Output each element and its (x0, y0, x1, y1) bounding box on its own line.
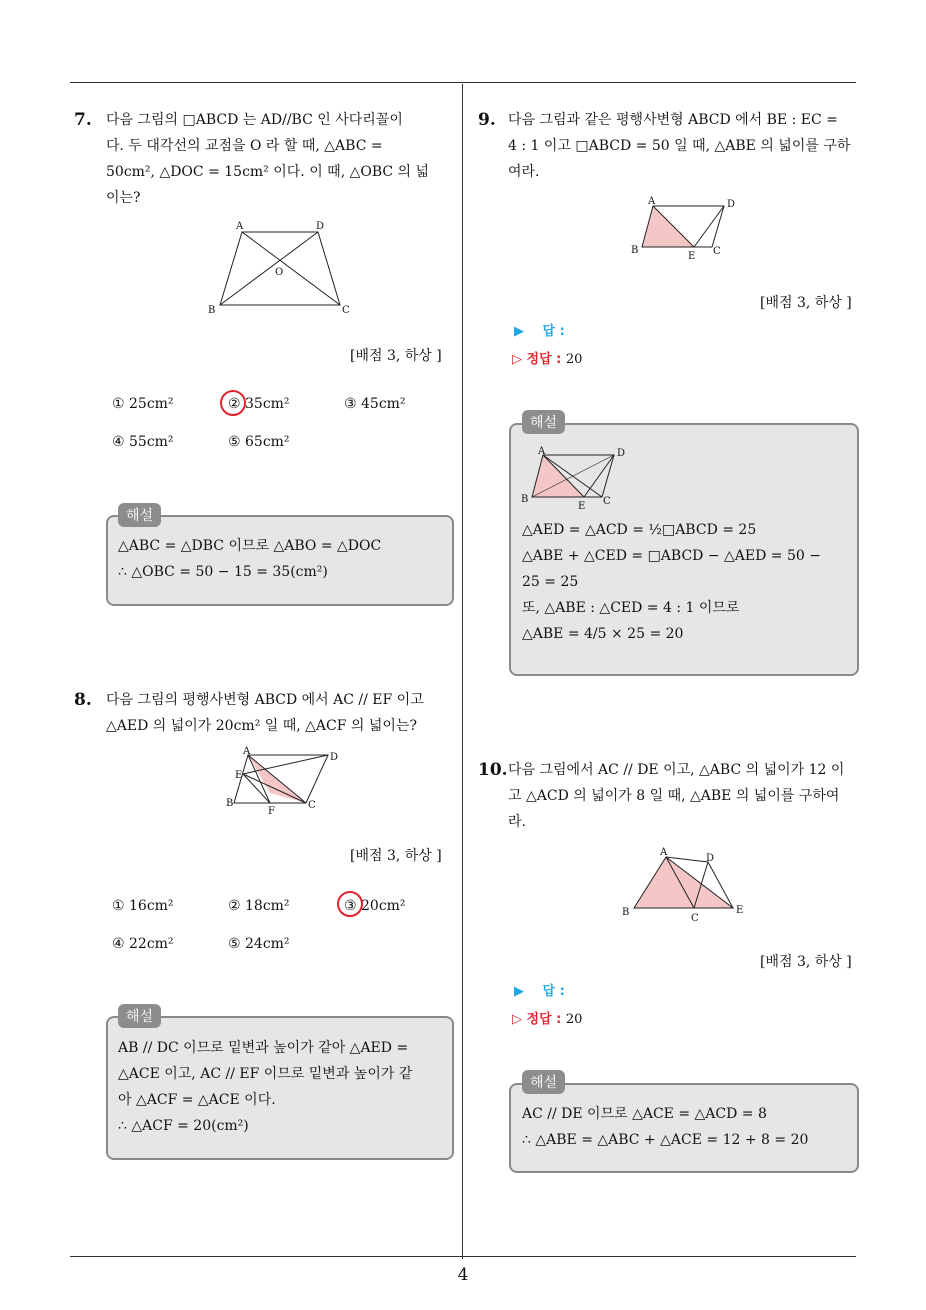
q7-meta: [배점 3, 하상 ] (350, 348, 442, 364)
q8-choice-5[interactable]: ⑤ 24cm² (228, 936, 290, 952)
bottom-rule (70, 1256, 856, 1257)
q10-label-d: D (706, 853, 715, 864)
q10-label-b: B (622, 907, 630, 918)
q8-label-e: E (235, 770, 243, 781)
q9-answer-row (514, 320, 565, 339)
outline-arrow-icon: ▷ (512, 1012, 522, 1027)
q10-answer-row (514, 980, 565, 999)
q7-line-2: 다. 두 대각선의 교점을 O 라 할 때, △ABC = (106, 138, 383, 154)
q10-text (508, 757, 858, 835)
q10-label-a: A (660, 847, 668, 858)
q7-label-b: B (208, 305, 216, 316)
q10-label-e: E (736, 905, 744, 916)
q7-expl-line-1: △ABC = △DBC 이므로 △ABO = △DOC (118, 538, 382, 554)
q8-label-c: C (308, 800, 316, 811)
q7-label-o: O (275, 267, 284, 278)
q7-label-c: C (342, 305, 350, 316)
q10-line-2: 고 △ACD 의 넓이가 8 일 때, △ABE 의 넓이를 구하여 (508, 788, 840, 804)
q8-text (106, 687, 456, 739)
q7-number: 7. (74, 110, 92, 130)
column-divider (462, 84, 463, 1259)
q8-label-b: B (226, 798, 234, 809)
q9-meta: [배점 3, 하상 ] (760, 295, 852, 311)
q9-explanation (522, 517, 844, 647)
q10-correct-row (512, 1008, 582, 1027)
q9-expl-label-c: C (603, 496, 611, 507)
q9-answer-label: 답 : (542, 324, 565, 339)
q7-trapezoid-figure (200, 215, 360, 320)
q9-expl-label-b: B (521, 494, 529, 505)
q9-correct-row (512, 348, 582, 367)
page-number: 4 (457, 1265, 469, 1285)
q8-expl-line-2: △ACE 이고, AC // EF 이므로 밑변과 높이가 같 (118, 1066, 413, 1082)
q8-expl-line-4: ∴ △ACF = 20(cm²) (118, 1118, 249, 1134)
q9-explanation-figure (518, 446, 628, 514)
q9-expl-line-2: △ABE + △CED = □ABCD − △AED = 50 − (522, 548, 821, 564)
q8-explanation (118, 1035, 442, 1139)
q8-parallelogram-figure (226, 748, 346, 818)
q7-choice-3[interactable]: ③ 45cm² (344, 396, 406, 412)
q9-number: 9. (478, 110, 496, 130)
q8-line-1: 다음 그림의 평행사변형 ABCD 에서 AC // EF 이고 (106, 692, 424, 708)
q7-line-4: 이는? (106, 190, 141, 206)
q9-correct-label: 정답 : (526, 352, 562, 367)
q7-line-3: 50cm², △DOC = 15cm² 이다. 이 때, △OBC 의 넓 (106, 164, 430, 180)
q8-choice-2[interactable]: ② 18cm² (228, 898, 290, 914)
q10-number: 10. (478, 760, 508, 780)
q8-selected-circle-icon (337, 891, 363, 917)
q10-label-c: C (691, 913, 699, 924)
q7-explanation-tag: 해설 (118, 503, 161, 527)
q8-meta: [배점 3, 하상 ] (350, 848, 442, 864)
q9-expl-label-e: E (578, 501, 586, 512)
play-arrow-icon: ▶ (514, 984, 524, 999)
q10-expl-line-2: ∴ △ABE = △ABC + △ACE = 12 + 8 = 20 (522, 1132, 809, 1148)
q8-label-f: F (268, 806, 275, 817)
q8-choice-1[interactable]: ① 16cm² (112, 898, 174, 914)
q8-explanation-tag: 해설 (118, 1004, 161, 1028)
q9-expl-label-a: A (538, 446, 546, 457)
q8-expl-line-1: AB // DC 이므로 밑변과 높이가 같아 △AED = (118, 1040, 409, 1056)
q8-choice-4[interactable]: ④ 22cm² (112, 936, 174, 952)
q10-triangle-figure (620, 845, 755, 925)
q10-correct-label: 정답 : (526, 1012, 562, 1027)
q9-expl-line-5: △ABE = 4/5 × 25 = 20 (522, 626, 684, 642)
q8-label-d: D (330, 752, 339, 763)
q10-explanation-tag: 해설 (522, 1070, 565, 1094)
q9-line-3: 여라. (508, 164, 540, 180)
play-arrow-icon: ▶ (514, 324, 524, 339)
q8-expl-line-3: 아 △ACF = △ACE 이다. (118, 1092, 276, 1108)
q10-line-1: 다음 그림에서 AC // DE 이고, △ABC 의 넓이가 12 이 (508, 762, 845, 778)
q9-correct-value: 20 (565, 352, 583, 367)
q9-line-2: 4 : 1 이고 □ABCD = 50 일 때, △ABE 의 넓이를 구하 (508, 138, 851, 154)
q7-text (106, 107, 452, 211)
outline-arrow-icon: ▷ (512, 352, 522, 367)
q9-label-b: B (631, 245, 639, 256)
q7-explanation (118, 533, 381, 585)
q7-label-d: D (316, 221, 325, 232)
q9-expl-line-3: 25 = 25 (522, 574, 579, 590)
q10-explanation (522, 1101, 852, 1153)
q7-choice-4[interactable]: ④ 55cm² (112, 434, 174, 450)
q8-label-a: A (243, 746, 251, 757)
top-rule (70, 82, 856, 83)
q9-text (508, 107, 858, 185)
q7-choice-2[interactable]: ② 35cm² (228, 396, 290, 412)
q9-expl-line-4: 또, △ABE : △CED = 4 : 1 이므로 (522, 600, 740, 616)
q7-choice-5[interactable]: ⑤ 65cm² (228, 434, 290, 450)
q8-number: 8. (74, 690, 92, 710)
q7-line-1: 다음 그림의 □ABCD 는 AD//BC 인 사다리꼴이 (106, 112, 403, 128)
q7-label-a: A (236, 221, 244, 232)
q9-expl-label-d: D (617, 448, 626, 459)
q7-choice-1[interactable]: ① 25cm² (112, 396, 174, 412)
q10-correct-value: 20 (565, 1012, 583, 1027)
q9-line-1: 다음 그림과 같은 평행사변형 ABCD 에서 BE : EC = (508, 112, 838, 128)
q9-explanation-tag: 해설 (522, 410, 565, 434)
q7-expl-line-2: ∴ △OBC = 50 − 15 = 35(cm²) (118, 564, 328, 580)
q9-label-c: C (713, 246, 721, 257)
q9-label-a: A (648, 196, 656, 207)
q9-parallelogram-figure (628, 196, 748, 264)
q10-line-3: 라. (508, 814, 526, 830)
q8-choice-3[interactable]: ③ 20cm² (344, 898, 406, 914)
q10-meta: [배점 3, 하상 ] (760, 954, 852, 970)
q8-line-2: △AED 의 넓이가 20cm² 일 때, △ACF 의 넓이는? (106, 718, 417, 734)
q9-label-d: D (727, 199, 736, 210)
q9-expl-line-1: △AED = △ACD = ½□ABCD = 25 (522, 522, 757, 538)
q10-expl-line-1: AC // DE 이므로 △ACE = △ACD = 8 (522, 1106, 767, 1122)
q10-answer-label: 답 : (542, 984, 565, 999)
q9-label-e: E (688, 251, 696, 262)
q7-selected-circle-icon (220, 390, 246, 416)
